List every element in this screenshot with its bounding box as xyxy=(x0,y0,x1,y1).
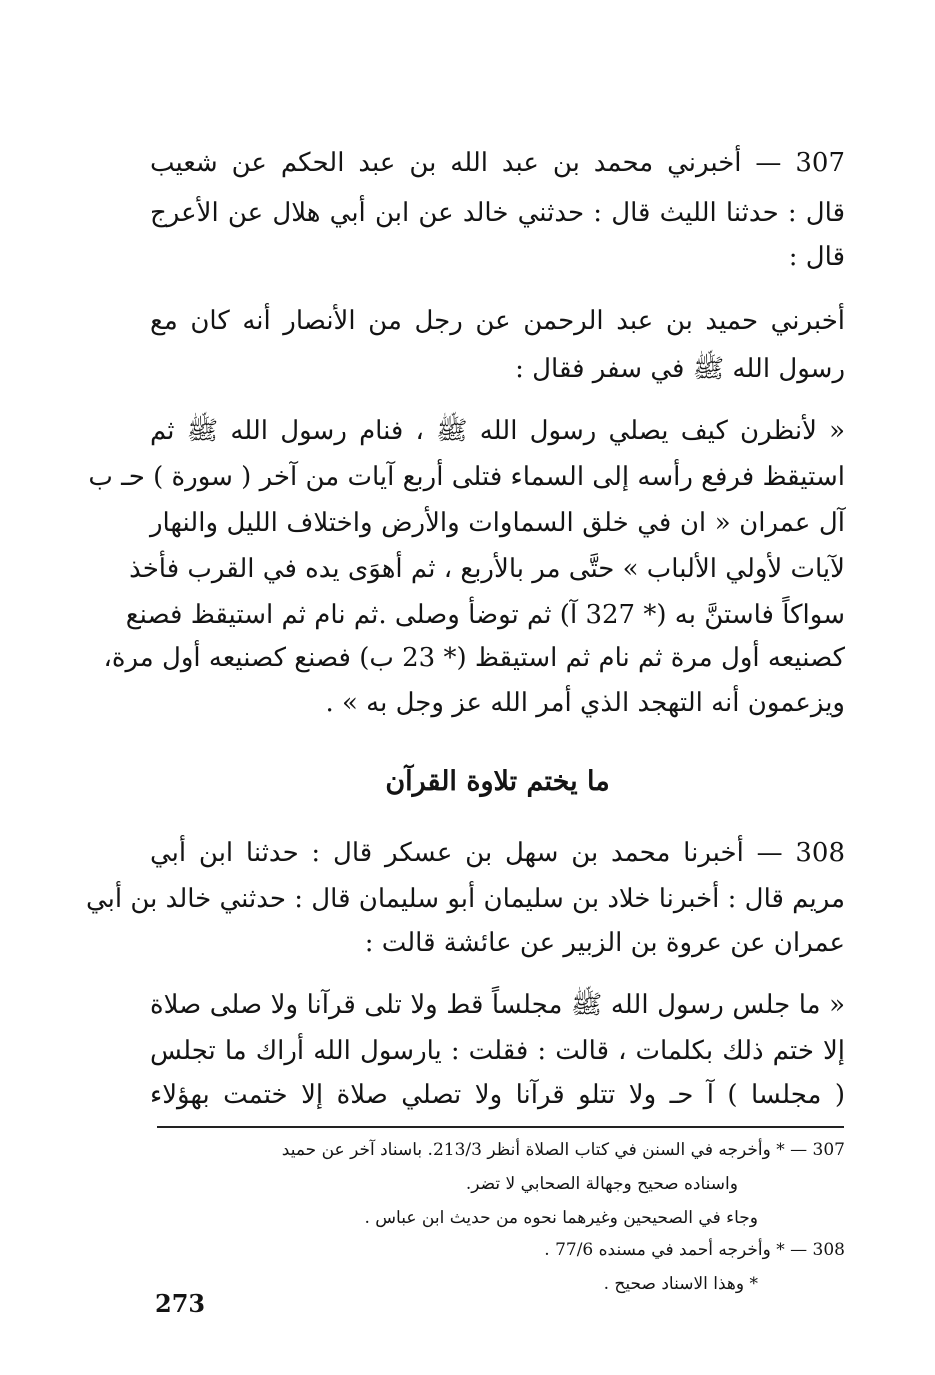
hadith-308-matn-line-2: إلا ختم ذلك بكلمات ، قالت : فقلت : يارسول الله أراك ما تجلس xyxy=(150,1036,845,1066)
footnote-308-line-2: * وهذا الاسناد صحيح . xyxy=(603,1274,758,1294)
hadith-308-isnad-line-3: عمران عن عروة بن الزبير عن عائشة قالت : xyxy=(364,928,845,958)
hadith-307-matn-line-5: سواكاً فاستنَّ به (* 327 آ) ثم توضأ وصلى .ثم نام ثم استيقظ فصنع xyxy=(125,600,845,630)
page-number: 273 xyxy=(155,1289,206,1318)
hadith-307-matn-line-4: لآيات لأولي الألباب » حتَّى مر بالأربع ، ثم أهوَى يده في القرب فأخذ xyxy=(129,554,845,584)
hadith-307-isnad-line-3: قال : xyxy=(788,242,845,272)
hadith-308-isnad-line-2: مريم قال : أخبرنا خلاد بن سليمان أبو سليمان قال : حدثني خالد بن أبي xyxy=(85,884,845,914)
footnote-308-line-1: 308 — * وأخرجه أحمد في مسنده 77/6 . xyxy=(544,1240,845,1260)
hadith-307-intro-line-1: أخبرني حميد بن عبد الرحمن عن رجل من الأنصار أنه كان مع xyxy=(150,306,845,336)
hadith-307-matn-line-3: آل عمران « ان في خلق السماوات والأرض واختلاف الليل والنهار xyxy=(150,508,845,538)
hadith-308-matn-line-3: ( مجلسا ) آ حـ ولا تتلو قرآنا ولا تصلي صلاة إلا ختمت بهؤلاء xyxy=(150,1080,845,1110)
hadith-307-isnad-line-1: 307 — أخبرني محمد بن عبد الله بن عبد الحكم عن شعيب xyxy=(150,148,845,178)
hadith-308-isnad-line-1: 308 — أخبرنا محمد بن سهل بن عسكر قال : حدثنا ابن أبي xyxy=(150,838,845,868)
hadith-307-isnad-line-2: قال : حدثنا الليث قال : حدثني خالد عن ابن أبي هلال عن الأعرج xyxy=(150,198,845,228)
hadith-307-matn-line-1: « لأنظرن كيف يصلي رسول الله ﷺ ، فنام رسول الله ﷺ ثم xyxy=(150,416,845,446)
footnote-separator xyxy=(157,1126,844,1128)
hadith-307-intro-line-2: رسول الله ﷺ في سفر فقال : xyxy=(515,354,845,384)
hadith-307-matn-line-6: كصنيعه أول مرة ثم نام ثم استيقظ (* 23 ب) فصنع كصنيعه أول مرة، xyxy=(103,643,845,673)
footnote-307-line-2: واسناده صحيح وجهالة الصحابي لا تضر. xyxy=(465,1174,738,1194)
footnote-307-line-3: وجاء في الصحيحين وغيرهما نحوه من حديث ابن عباس . xyxy=(364,1208,758,1228)
hadith-307-matn-line-2: استيقظ فرفع رأسه إلى السماء فتلى أربع آيات من آخر ( سورة ) حـ ب xyxy=(88,462,845,492)
section-heading: ما يختم تلاوة القرآن xyxy=(385,766,610,797)
footnote-307-line-1: 307 — * وأخرجه في السنن في كتاب الصلاة أنظر 213/3. باسناد آخر عن حميد xyxy=(281,1140,845,1160)
hadith-308-matn-line-1: « ما جلس رسول الله ﷺ مجلساً قط ولا تلى قرآنا ولا صلى صلاة xyxy=(150,990,845,1020)
hadith-307-matn-line-7: ويزعمون أنه التهجد الذي أمر الله عز وجل به » . xyxy=(325,688,845,718)
